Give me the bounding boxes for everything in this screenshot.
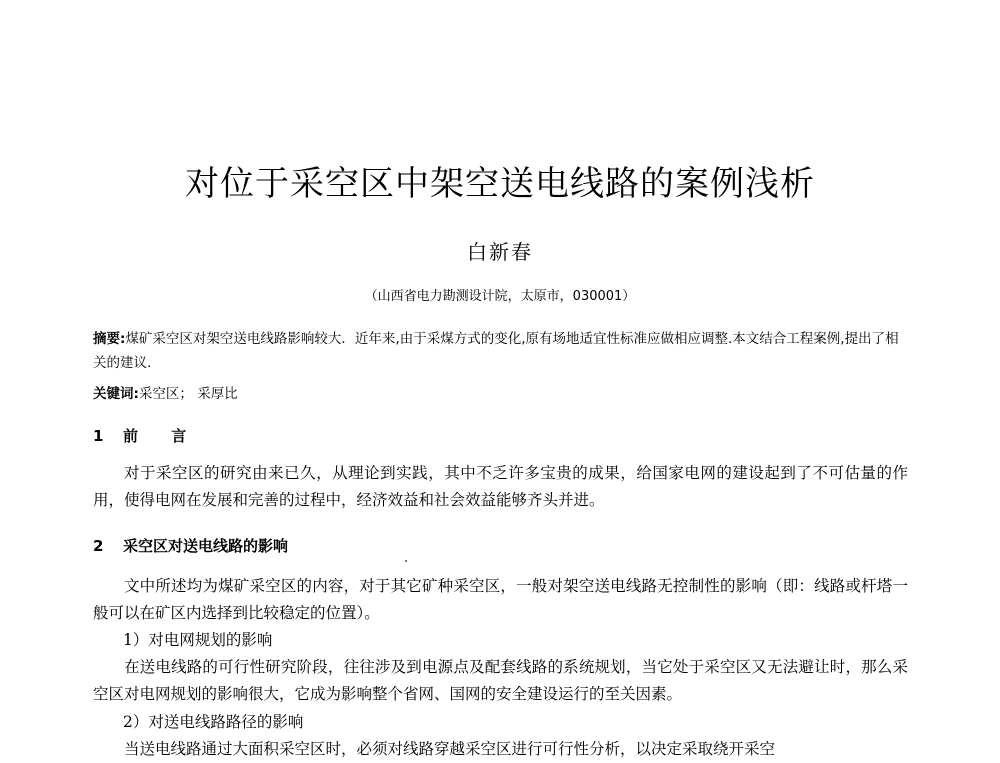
subsection-1-paragraph: 在送电线路的可行性研究阶段，往往涉及到电源点及配套线路的系统规划，当它处于采空区又无法避让时，那么采空区对电网规划的影响很大，它成为影响整个省网、国网的安全建设运行的至关因素。 (93, 658, 908, 703)
subsection-1-title: 1）对电网规划的影响 (123, 631, 273, 649)
section-number-2: 2 (93, 537, 104, 555)
section-title-1: 前 言 (123, 427, 201, 445)
section-number-1: 1 (93, 427, 104, 445)
abstract-label: 摘要: (93, 331, 126, 347)
abstract (93, 327, 908, 375)
section-heading-1 (93, 424, 200, 448)
subsection-2-paragraph: 当送电线路通过大面积采空区时，必须对线路穿越采空区进行可行性分析，以决定采取绕开采空 (124, 740, 776, 758)
section-title-2: 采空区对送电线路的影响 (123, 537, 289, 555)
author-name: 白新春 (467, 240, 533, 264)
keywords (93, 382, 908, 406)
section-1-paragraph: 对于采空区的研究由来已久，从理论到实践，其中不乏许多宝贵的成果，给国家电网的建设起到了不可估量的作用，使得电网在发展和完善的过程中，经济效益和社会效益能够齐头并进。 (93, 464, 908, 509)
paper-title: 对位于采空区中架空送电线路的案例浅析 (185, 164, 815, 204)
section-2-paragraph: 文中所述均为煤矿采空区的内容，对于其它矿种采空区，一般对架空送电线路无控制性的影响（即：线路或杆塔一般可以在矿区内选择到比较稳定的位置）。 (93, 577, 908, 622)
subsection-2-title: 2）对送电线路路径的影响 (123, 713, 304, 731)
abstract-text: 煤矿采空区对架空送电线路影响较大．近年来,由于采煤方式的变化,原有场地适宜性标准应做相应调整.本文结合工程案例,提出了相关的建议. (93, 331, 899, 371)
scan-speck (405, 560, 407, 562)
section-heading-2 (93, 534, 288, 558)
keywords-label: 关键词: (93, 386, 139, 402)
keywords-text: 采空区； 采厚比 (138, 386, 238, 402)
affiliation: （山西省电力勘测设计院，太原市，030001） (364, 289, 636, 304)
